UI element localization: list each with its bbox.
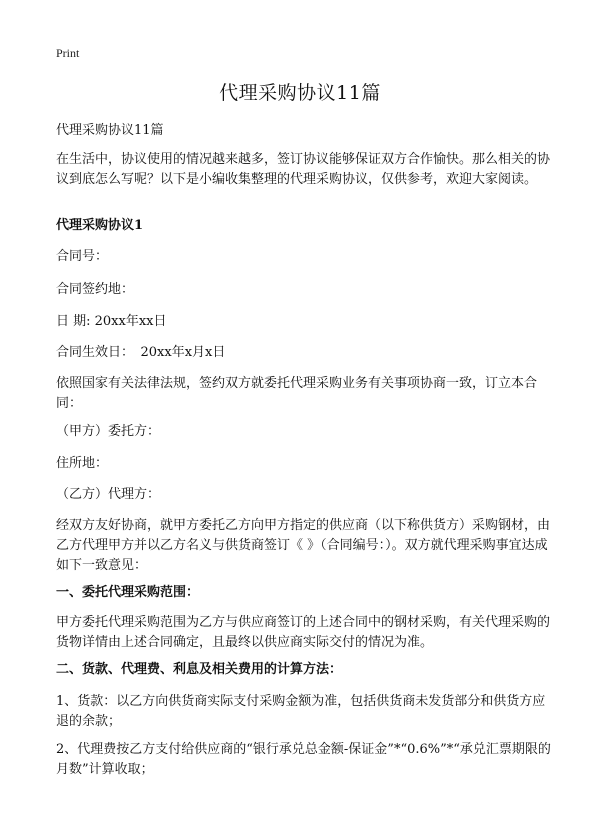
page-title: 代理采购协议11篇 — [219, 82, 381, 104]
contract-number-line: 合同号： — [56, 249, 109, 264]
date-line: 日 期: 20xx年xx日 — [56, 314, 167, 329]
party-a-line: （甲方）委托方： — [56, 424, 161, 439]
print-link[interactable]: Print — [56, 46, 80, 60]
clause2-item2: 2、代理费按乙方支付给供应商的“银行承兑总金额-保证金”*“0.6%”*“承兑汇票期限的月数”计算收取； — [56, 742, 551, 777]
document-subtitle: 代理采购协议11篇 — [56, 123, 164, 138]
clause2-item1: 1、货款：以乙方向供货商实际支付采购金额为准，包括供货商未发货部分和供货方应退的余款； — [56, 694, 546, 729]
sign-place-line: 合同签约地： — [56, 282, 135, 297]
intro-paragraph: 在生活中，协议使用的情况越来越多，签订协议能够保证双方合作愉快。那么相关的协议到底怎么写呢？以下是小编收集整理的代理采购协议，仅供参考，欢迎大家阅读。 — [56, 152, 551, 187]
address-line: 住所地： — [56, 456, 109, 471]
clause2-heading: 二、货款、代理费、利息及相关费用的计算方法： — [56, 662, 343, 677]
consensus-paragraph: 经双方友好协商，就甲方委托乙方向甲方指定的供应商（以下称供货方）采购钢材，由乙方代理甲方并以乙方名义与供货商签订《 》（合同编号：）。双方就代理采购事宜达成如下一致意见： — [56, 518, 551, 573]
section-heading: 代理采购协议1 — [56, 218, 144, 233]
party-b-line: （乙方）代理方： — [56, 487, 161, 502]
clause1-heading: 一、委托代理采购范围： — [56, 585, 200, 600]
effective-date-line: 合同生效日： 20xx年x月x日 — [56, 345, 226, 360]
clause1-paragraph: 甲方委托代理采购范围为乙方与供应商签订的上述合同中的钢材采购，有关代理采购的货物详情由上述合同确定，且最终以供应商实际交付的情况为准。 — [56, 615, 551, 650]
preamble-paragraph: 依照国家有关法律法规，签约双方就委托代理采购业务有关事项协商一致，订立本合同： — [56, 376, 538, 411]
